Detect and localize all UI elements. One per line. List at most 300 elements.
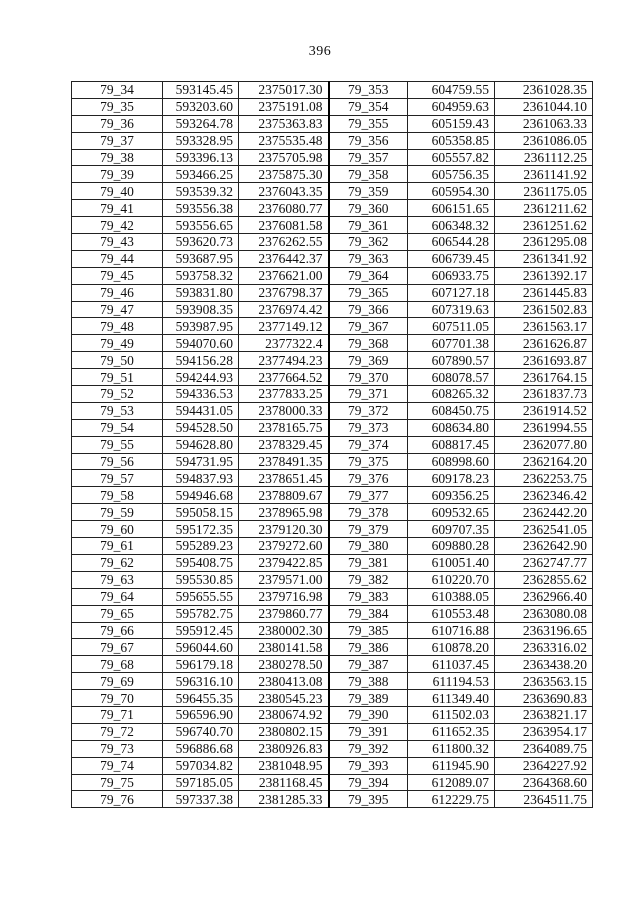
- y-coord-left-cell: 2376043.35: [239, 183, 329, 200]
- y-coord-left-cell: 2381168.45: [239, 774, 329, 791]
- point-id-left-cell: 79_37: [72, 132, 163, 149]
- x-coord-left-cell: 594244.93: [163, 369, 239, 386]
- y-coord-right-cell: 2361044.10: [495, 98, 593, 115]
- point-id-right-cell: 79_363: [329, 250, 408, 267]
- y-coord-left-cell: 2378809.67: [239, 487, 329, 504]
- point-id-right-cell: 79_379: [329, 521, 408, 538]
- point-id-left-cell: 79_69: [72, 673, 163, 690]
- y-coord-right-cell: 2361086.05: [495, 132, 593, 149]
- x-coord-right-cell: 605159.43: [408, 115, 495, 132]
- y-coord-right-cell: 2361112.25: [495, 149, 593, 166]
- point-id-left-cell: 79_51: [72, 369, 163, 386]
- y-coord-left-cell: 2376798.37: [239, 284, 329, 301]
- y-coord-right-cell: 2361295.08: [495, 234, 593, 251]
- y-coord-right-cell: 2361028.35: [495, 82, 593, 99]
- point-id-right-cell: 79_361: [329, 217, 408, 234]
- x-coord-left-cell: 593328.95: [163, 132, 239, 149]
- table-row: [72, 538, 593, 555]
- point-id-right-cell: 79_365: [329, 284, 408, 301]
- y-coord-left-cell: 2376974.42: [239, 301, 329, 318]
- x-coord-left-cell: 593466.25: [163, 166, 239, 183]
- point-id-right-cell: 79_367: [329, 318, 408, 335]
- x-coord-right-cell: 611037.45: [408, 656, 495, 673]
- table-row: [72, 149, 593, 166]
- point-id-right-cell: 79_354: [329, 98, 408, 115]
- point-id-right-cell: 79_383: [329, 588, 408, 605]
- x-coord-left-cell: 594731.95: [163, 453, 239, 470]
- table-row: [72, 723, 593, 740]
- y-coord-right-cell: 2361063.33: [495, 115, 593, 132]
- table-row: [72, 639, 593, 656]
- x-coord-right-cell: 607701.38: [408, 335, 495, 352]
- x-coord-left-cell: 597034.82: [163, 757, 239, 774]
- x-coord-left-cell: 595408.75: [163, 554, 239, 571]
- table-row: [72, 740, 593, 757]
- x-coord-left-cell: 595655.55: [163, 588, 239, 605]
- point-id-left-cell: 79_36: [72, 115, 163, 132]
- y-coord-right-cell: 2363080.08: [495, 605, 593, 622]
- point-id-right-cell: 79_389: [329, 690, 408, 707]
- y-coord-left-cell: 2376621.00: [239, 267, 329, 284]
- point-id-right-cell: 79_373: [329, 419, 408, 436]
- x-coord-right-cell: 606544.28: [408, 234, 495, 251]
- x-coord-right-cell: 606933.75: [408, 267, 495, 284]
- y-coord-right-cell: 2362442.20: [495, 504, 593, 521]
- x-coord-right-cell: 611349.40: [408, 690, 495, 707]
- y-coord-right-cell: 2363690.83: [495, 690, 593, 707]
- point-id-left-cell: 79_58: [72, 487, 163, 504]
- y-coord-left-cell: 2376442.37: [239, 250, 329, 267]
- table-row: [72, 301, 593, 318]
- point-id-left-cell: 79_47: [72, 301, 163, 318]
- x-coord-right-cell: 604959.63: [408, 98, 495, 115]
- y-coord-right-cell: 2363954.17: [495, 723, 593, 740]
- table-row: [72, 402, 593, 419]
- point-id-left-cell: 79_65: [72, 605, 163, 622]
- y-coord-left-cell: 2380802.15: [239, 723, 329, 740]
- x-coord-right-cell: 612229.75: [408, 791, 495, 808]
- x-coord-left-cell: 593396.13: [163, 149, 239, 166]
- y-coord-right-cell: 2363196.65: [495, 622, 593, 639]
- point-id-right-cell: 79_384: [329, 605, 408, 622]
- point-id-right-cell: 79_374: [329, 436, 408, 453]
- point-id-right-cell: 79_375: [329, 453, 408, 470]
- x-coord-right-cell: 609178.23: [408, 470, 495, 487]
- point-id-right-cell: 79_381: [329, 554, 408, 571]
- x-coord-right-cell: 610553.48: [408, 605, 495, 622]
- x-coord-left-cell: 597337.38: [163, 791, 239, 808]
- table-row: [72, 386, 593, 403]
- point-id-left-cell: 79_73: [72, 740, 163, 757]
- x-coord-left-cell: 593264.78: [163, 115, 239, 132]
- y-coord-right-cell: 2364089.75: [495, 740, 593, 757]
- x-coord-right-cell: 609356.25: [408, 487, 495, 504]
- x-coord-right-cell: 605358.85: [408, 132, 495, 149]
- y-coord-right-cell: 2361837.73: [495, 386, 593, 403]
- x-coord-right-cell: 608450.75: [408, 402, 495, 419]
- x-coord-right-cell: 609707.35: [408, 521, 495, 538]
- point-id-right-cell: 79_377: [329, 487, 408, 504]
- table-row: [72, 690, 593, 707]
- point-id-left-cell: 79_45: [72, 267, 163, 284]
- x-coord-right-cell: 611502.03: [408, 706, 495, 723]
- y-coord-left-cell: 2378965.98: [239, 504, 329, 521]
- point-id-right-cell: 79_372: [329, 402, 408, 419]
- y-coord-left-cell: 2375363.83: [239, 115, 329, 132]
- table-row: [72, 419, 593, 436]
- point-id-right-cell: 79_385: [329, 622, 408, 639]
- y-coord-right-cell: 2364227.92: [495, 757, 593, 774]
- point-id-left-cell: 79_34: [72, 82, 163, 99]
- table-row: [72, 166, 593, 183]
- point-id-right-cell: 79_394: [329, 774, 408, 791]
- point-id-right-cell: 79_364: [329, 267, 408, 284]
- x-coord-left-cell: 593556.65: [163, 217, 239, 234]
- y-coord-left-cell: 2380674.92: [239, 706, 329, 723]
- point-id-right-cell: 79_395: [329, 791, 408, 808]
- point-id-right-cell: 79_380: [329, 538, 408, 555]
- table-row: [72, 436, 593, 453]
- y-coord-right-cell: 2363316.02: [495, 639, 593, 656]
- point-id-left-cell: 79_53: [72, 402, 163, 419]
- point-id-left-cell: 79_57: [72, 470, 163, 487]
- table-row: [72, 132, 593, 149]
- point-id-left-cell: 79_38: [72, 149, 163, 166]
- point-id-left-cell: 79_54: [72, 419, 163, 436]
- point-id-right-cell: 79_391: [329, 723, 408, 740]
- y-coord-right-cell: 2362747.77: [495, 554, 593, 571]
- point-id-right-cell: 79_355: [329, 115, 408, 132]
- point-id-right-cell: 79_362: [329, 234, 408, 251]
- x-coord-left-cell: 595782.75: [163, 605, 239, 622]
- x-coord-right-cell: 608998.60: [408, 453, 495, 470]
- y-coord-left-cell: 2379860.77: [239, 605, 329, 622]
- y-coord-right-cell: 2361693.87: [495, 352, 593, 369]
- x-coord-right-cell: 607127.18: [408, 284, 495, 301]
- x-coord-right-cell: 608817.45: [408, 436, 495, 453]
- point-id-left-cell: 79_70: [72, 690, 163, 707]
- y-coord-right-cell: 2361994.55: [495, 419, 593, 436]
- y-coord-left-cell: 2375875.30: [239, 166, 329, 183]
- point-id-left-cell: 79_59: [72, 504, 163, 521]
- x-coord-right-cell: 609532.65: [408, 504, 495, 521]
- point-id-right-cell: 79_390: [329, 706, 408, 723]
- table-row: [72, 554, 593, 571]
- point-id-right-cell: 79_392: [329, 740, 408, 757]
- x-coord-left-cell: 594628.80: [163, 436, 239, 453]
- point-id-left-cell: 79_66: [72, 622, 163, 639]
- y-coord-right-cell: 2362077.80: [495, 436, 593, 453]
- x-coord-left-cell: 593620.73: [163, 234, 239, 251]
- point-id-left-cell: 79_63: [72, 571, 163, 588]
- x-coord-left-cell: 593831.80: [163, 284, 239, 301]
- y-coord-left-cell: 2375017.30: [239, 82, 329, 99]
- y-coord-right-cell: 2361502.83: [495, 301, 593, 318]
- y-coord-right-cell: 2361175.05: [495, 183, 593, 200]
- point-id-left-cell: 79_76: [72, 791, 163, 808]
- table-row: [72, 200, 593, 217]
- point-id-left-cell: 79_42: [72, 217, 163, 234]
- y-coord-right-cell: 2363563.15: [495, 673, 593, 690]
- table-row: [72, 82, 593, 99]
- x-coord-right-cell: 610878.20: [408, 639, 495, 656]
- x-coord-right-cell: 608078.57: [408, 369, 495, 386]
- x-coord-left-cell: 596596.90: [163, 706, 239, 723]
- y-coord-right-cell: 2362346.42: [495, 487, 593, 504]
- y-coord-right-cell: 2363438.20: [495, 656, 593, 673]
- point-id-right-cell: 79_359: [329, 183, 408, 200]
- x-coord-right-cell: 610220.70: [408, 571, 495, 588]
- table-row: [72, 673, 593, 690]
- y-coord-right-cell: 2361445.83: [495, 284, 593, 301]
- y-coord-left-cell: 2380141.58: [239, 639, 329, 656]
- x-coord-left-cell: 594946.68: [163, 487, 239, 504]
- point-id-left-cell: 79_56: [72, 453, 163, 470]
- x-coord-left-cell: 593203.60: [163, 98, 239, 115]
- table-row: [72, 588, 593, 605]
- table-row: [72, 571, 593, 588]
- x-coord-left-cell: 593908.35: [163, 301, 239, 318]
- table-row: [72, 98, 593, 115]
- y-coord-right-cell: 2361914.52: [495, 402, 593, 419]
- point-id-right-cell: 79_358: [329, 166, 408, 183]
- table-row: [72, 774, 593, 791]
- point-id-left-cell: 79_64: [72, 588, 163, 605]
- y-coord-right-cell: 2361141.92: [495, 166, 593, 183]
- table-row: [72, 521, 593, 538]
- point-id-right-cell: 79_388: [329, 673, 408, 690]
- y-coord-right-cell: 2361341.92: [495, 250, 593, 267]
- y-coord-left-cell: 2378651.45: [239, 470, 329, 487]
- table-row: [72, 470, 593, 487]
- x-coord-right-cell: 607511.05: [408, 318, 495, 335]
- x-coord-left-cell: 593758.32: [163, 267, 239, 284]
- y-coord-right-cell: 2364368.60: [495, 774, 593, 791]
- x-coord-right-cell: 607890.57: [408, 352, 495, 369]
- x-coord-left-cell: 595289.23: [163, 538, 239, 555]
- x-coord-left-cell: 595912.45: [163, 622, 239, 639]
- x-coord-left-cell: 594336.53: [163, 386, 239, 403]
- x-coord-left-cell: 593687.95: [163, 250, 239, 267]
- y-coord-right-cell: 2362966.40: [495, 588, 593, 605]
- y-coord-left-cell: 2377664.52: [239, 369, 329, 386]
- point-id-right-cell: 79_378: [329, 504, 408, 521]
- point-id-right-cell: 79_393: [329, 757, 408, 774]
- y-coord-left-cell: 2379422.85: [239, 554, 329, 571]
- x-coord-right-cell: 611194.53: [408, 673, 495, 690]
- y-coord-left-cell: 2375535.48: [239, 132, 329, 149]
- table-row: [72, 115, 593, 132]
- table-row: [72, 453, 593, 470]
- point-id-right-cell: 79_356: [329, 132, 408, 149]
- point-id-left-cell: 79_52: [72, 386, 163, 403]
- x-coord-left-cell: 596740.70: [163, 723, 239, 740]
- table-row: [72, 706, 593, 723]
- x-coord-left-cell: 595172.35: [163, 521, 239, 538]
- x-coord-left-cell: 596179.18: [163, 656, 239, 673]
- y-coord-left-cell: 2378165.75: [239, 419, 329, 436]
- y-coord-left-cell: 2376081.58: [239, 217, 329, 234]
- x-coord-left-cell: 597185.05: [163, 774, 239, 791]
- table-row: [72, 605, 593, 622]
- point-id-left-cell: 79_39: [72, 166, 163, 183]
- x-coord-left-cell: 595530.85: [163, 571, 239, 588]
- point-id-right-cell: 79_368: [329, 335, 408, 352]
- y-coord-right-cell: 2362541.05: [495, 521, 593, 538]
- table-row: [72, 757, 593, 774]
- point-id-left-cell: 79_46: [72, 284, 163, 301]
- x-coord-right-cell: 605954.30: [408, 183, 495, 200]
- y-coord-right-cell: 2361626.87: [495, 335, 593, 352]
- y-coord-left-cell: 2377494.23: [239, 352, 329, 369]
- y-coord-right-cell: 2361251.62: [495, 217, 593, 234]
- point-id-left-cell: 79_74: [72, 757, 163, 774]
- y-coord-right-cell: 2362642.90: [495, 538, 593, 555]
- y-coord-left-cell: 2380278.50: [239, 656, 329, 673]
- coordinate-table: [71, 81, 593, 808]
- point-id-right-cell: 79_387: [329, 656, 408, 673]
- point-id-left-cell: 79_41: [72, 200, 163, 217]
- x-coord-right-cell: 607319.63: [408, 301, 495, 318]
- table-row: [72, 622, 593, 639]
- table-row: [72, 504, 593, 521]
- point-id-right-cell: 79_353: [329, 82, 408, 99]
- point-id-left-cell: 79_75: [72, 774, 163, 791]
- point-id-right-cell: 79_357: [329, 149, 408, 166]
- y-coord-left-cell: 2380926.83: [239, 740, 329, 757]
- point-id-left-cell: 79_44: [72, 250, 163, 267]
- x-coord-left-cell: 593539.32: [163, 183, 239, 200]
- table-row: [72, 234, 593, 251]
- x-coord-left-cell: 594837.93: [163, 470, 239, 487]
- point-id-right-cell: 79_386: [329, 639, 408, 656]
- x-coord-left-cell: 594070.60: [163, 335, 239, 352]
- y-coord-left-cell: 2378491.35: [239, 453, 329, 470]
- x-coord-right-cell: 606739.45: [408, 250, 495, 267]
- x-coord-left-cell: 595058.15: [163, 504, 239, 521]
- point-id-left-cell: 79_49: [72, 335, 163, 352]
- point-id-left-cell: 79_40: [72, 183, 163, 200]
- point-id-left-cell: 79_60: [72, 521, 163, 538]
- y-coord-left-cell: 2379272.60: [239, 538, 329, 555]
- y-coord-right-cell: 2362855.62: [495, 571, 593, 588]
- x-coord-right-cell: 605557.82: [408, 149, 495, 166]
- point-id-left-cell: 79_68: [72, 656, 163, 673]
- y-coord-left-cell: 2377833.25: [239, 386, 329, 403]
- y-coord-right-cell: 2361563.17: [495, 318, 593, 335]
- point-id-left-cell: 79_35: [72, 98, 163, 115]
- point-id-right-cell: 79_366: [329, 301, 408, 318]
- y-coord-right-cell: 2362253.75: [495, 470, 593, 487]
- y-coord-left-cell: 2379571.00: [239, 571, 329, 588]
- coordinate-table-body: [72, 82, 593, 808]
- x-coord-left-cell: 594528.50: [163, 419, 239, 436]
- point-id-left-cell: 79_72: [72, 723, 163, 740]
- point-id-left-cell: 79_43: [72, 234, 163, 251]
- x-coord-right-cell: 611652.35: [408, 723, 495, 740]
- x-coord-right-cell: 608634.80: [408, 419, 495, 436]
- x-coord-right-cell: 610051.40: [408, 554, 495, 571]
- x-coord-left-cell: 596886.68: [163, 740, 239, 757]
- x-coord-right-cell: 605756.35: [408, 166, 495, 183]
- point-id-right-cell: 79_376: [329, 470, 408, 487]
- table-row: [72, 284, 593, 301]
- y-coord-left-cell: 2378329.45: [239, 436, 329, 453]
- y-coord-left-cell: 2377149.12: [239, 318, 329, 335]
- y-coord-right-cell: 2362164.20: [495, 453, 593, 470]
- table-row: [72, 335, 593, 352]
- table-row: [72, 267, 593, 284]
- y-coord-left-cell: 2381048.95: [239, 757, 329, 774]
- y-coord-left-cell: 2379716.98: [239, 588, 329, 605]
- table-row: [72, 369, 593, 386]
- y-coord-left-cell: 2377322.4: [239, 335, 329, 352]
- x-coord-right-cell: 604759.55: [408, 82, 495, 99]
- point-id-right-cell: 79_369: [329, 352, 408, 369]
- y-coord-left-cell: 2381285.33: [239, 791, 329, 808]
- x-coord-right-cell: 609880.28: [408, 538, 495, 555]
- x-coord-left-cell: 593987.95: [163, 318, 239, 335]
- x-coord-right-cell: 612089.07: [408, 774, 495, 791]
- y-coord-right-cell: 2361211.62: [495, 200, 593, 217]
- table-row: [72, 217, 593, 234]
- y-coord-left-cell: 2380002.30: [239, 622, 329, 639]
- x-coord-right-cell: 610716.88: [408, 622, 495, 639]
- table-row: [72, 791, 593, 808]
- point-id-left-cell: 79_67: [72, 639, 163, 656]
- y-coord-left-cell: 2375191.08: [239, 98, 329, 115]
- x-coord-left-cell: 596455.35: [163, 690, 239, 707]
- point-id-left-cell: 79_48: [72, 318, 163, 335]
- y-coord-right-cell: 2361764.15: [495, 369, 593, 386]
- y-coord-left-cell: 2375705.98: [239, 149, 329, 166]
- table-row: [72, 487, 593, 504]
- x-coord-right-cell: 611800.32: [408, 740, 495, 757]
- point-id-right-cell: 79_370: [329, 369, 408, 386]
- point-id-right-cell: 79_360: [329, 200, 408, 217]
- table-row: [72, 656, 593, 673]
- y-coord-right-cell: 2364511.75: [495, 791, 593, 808]
- point-id-left-cell: 79_55: [72, 436, 163, 453]
- page-number: 396: [308, 44, 332, 59]
- y-coord-left-cell: 2380545.23: [239, 690, 329, 707]
- point-id-left-cell: 79_71: [72, 706, 163, 723]
- y-coord-left-cell: 2376080.77: [239, 200, 329, 217]
- y-coord-right-cell: 2361392.17: [495, 267, 593, 284]
- x-coord-right-cell: 608265.32: [408, 386, 495, 403]
- point-id-right-cell: 79_371: [329, 386, 408, 403]
- x-coord-right-cell: 610388.05: [408, 588, 495, 605]
- x-coord-right-cell: 611945.90: [408, 757, 495, 774]
- y-coord-left-cell: 2376262.55: [239, 234, 329, 251]
- table-row: [72, 352, 593, 369]
- y-coord-left-cell: 2379120.30: [239, 521, 329, 538]
- x-coord-left-cell: 594156.28: [163, 352, 239, 369]
- x-coord-left-cell: 596316.10: [163, 673, 239, 690]
- x-coord-right-cell: 606151.65: [408, 200, 495, 217]
- table-row: [72, 250, 593, 267]
- point-id-right-cell: 79_382: [329, 571, 408, 588]
- table-row: [72, 318, 593, 335]
- x-coord-left-cell: 593556.38: [163, 200, 239, 217]
- point-id-left-cell: 79_62: [72, 554, 163, 571]
- y-coord-left-cell: 2378000.33: [239, 402, 329, 419]
- y-coord-left-cell: 2380413.08: [239, 673, 329, 690]
- x-coord-right-cell: 606348.32: [408, 217, 495, 234]
- x-coord-left-cell: 596044.60: [163, 639, 239, 656]
- y-coord-right-cell: 2363821.17: [495, 706, 593, 723]
- x-coord-left-cell: 594431.05: [163, 402, 239, 419]
